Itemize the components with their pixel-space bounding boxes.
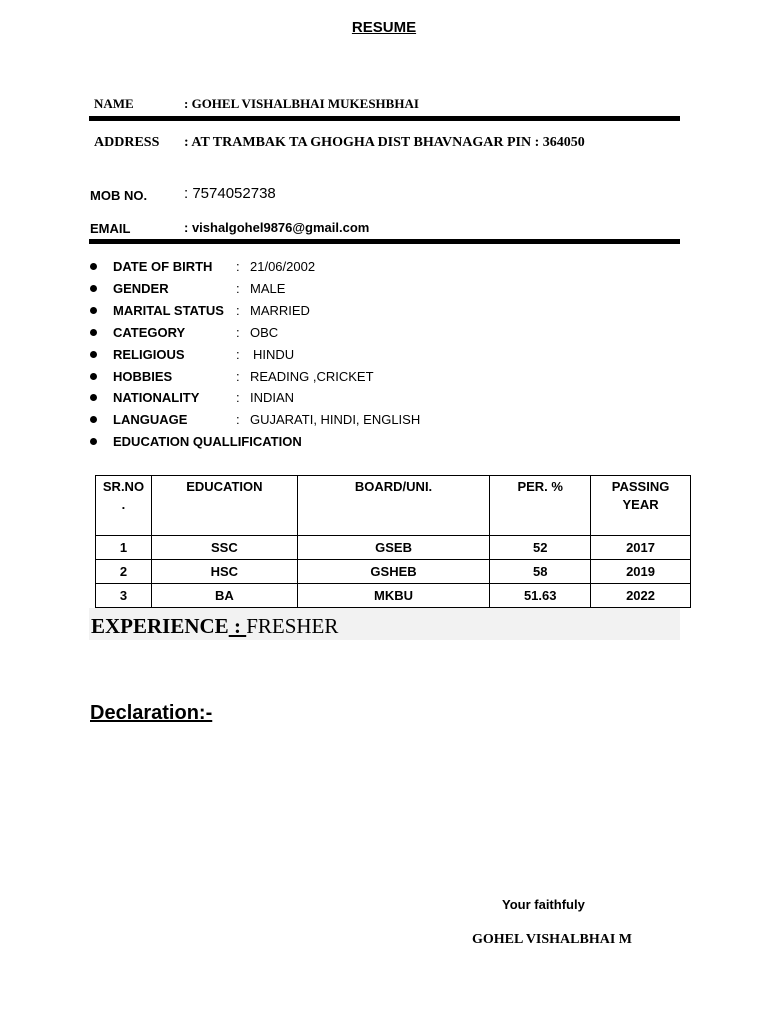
table-cell: 2019 — [591, 560, 691, 584]
signature-name: GOHEL VISHALBHAI M — [472, 932, 633, 947]
table-cell: SSC — [151, 536, 297, 560]
bullet-icon — [90, 326, 100, 336]
experience-line — [91, 614, 338, 639]
table-cell: BA — [151, 584, 297, 608]
category-value: OBC — [250, 325, 279, 340]
dob-colon: : — [236, 259, 240, 274]
category-label: CATEGORY — [113, 325, 186, 340]
address-value: : AT TRAMBAK TA GHOGHA DIST BHAVNAGAR PIN : 364050 — [184, 135, 585, 150]
column-header-passing-year: PASSING YEAR — [591, 476, 691, 536]
language-label: LANGUAGE — [113, 412, 188, 427]
nationality-label: NATIONALITY — [113, 390, 200, 405]
bullet-icon — [90, 260, 100, 270]
email-value: : vishalgohel9876@gmail.com — [184, 220, 370, 235]
table-cell: 51.63 — [490, 584, 591, 608]
bullet-icon — [90, 282, 100, 292]
marital-status-value: MARRIED — [250, 303, 310, 318]
email-label: EMAIL — [90, 221, 131, 236]
language-colon: : — [236, 412, 240, 427]
dob-label: DATE OF BIRTH — [113, 259, 213, 274]
table-cell: 2022 — [591, 584, 691, 608]
table-cell: 2017 — [591, 536, 691, 560]
closing-text: Your faithfuly — [502, 897, 585, 912]
table-cell: 1 — [96, 536, 152, 560]
marital-status-colon: : — [236, 303, 240, 318]
table-cell: HSC — [151, 560, 297, 584]
hobbies-value: READING ,CRICKET — [250, 369, 374, 384]
column-header-sr-no: SR.NO . — [96, 476, 152, 536]
education-heading: EDUCATION QUALLIFICATION — [113, 434, 302, 449]
address-label: ADDRESS — [94, 135, 160, 150]
gender-value: MALE — [250, 281, 286, 296]
table-cell: 3 — [96, 584, 152, 608]
experience-separator: : — [228, 614, 247, 638]
gender-colon: : — [236, 281, 240, 296]
column-header-board: BOARD/UNI. — [297, 476, 490, 536]
gender-label: GENDER — [113, 281, 169, 296]
name-value: : GOHEL VISHALBHAI MUKESHBHAI — [184, 96, 419, 111]
table-cell: 58 — [490, 560, 591, 584]
table-row — [96, 560, 691, 584]
education-table — [95, 475, 691, 608]
nationality-value: INDIAN — [250, 390, 295, 405]
resume-title: RESUME — [351, 19, 417, 36]
table-cell: GSEB — [297, 536, 490, 560]
column-header-percentage: PER. % — [490, 476, 591, 536]
dob-value: 21/06/2002 — [250, 259, 316, 274]
table-row — [96, 584, 691, 608]
experience-value: FRESHER — [246, 614, 339, 638]
bullet-icon — [90, 348, 100, 358]
experience-label: EXPERIENCE — [91, 614, 229, 638]
table-cell: 52 — [490, 536, 591, 560]
hobbies-label: HOBBIES — [113, 369, 173, 384]
bullet-icon — [90, 370, 100, 380]
marital-status-label: MARITAL STATUS — [113, 303, 224, 318]
bullet-icon — [90, 391, 100, 401]
category-colon: : — [236, 325, 240, 340]
name-label: NAME — [94, 96, 134, 111]
table-cell: 2 — [96, 560, 152, 584]
table-cell: MKBU — [297, 584, 490, 608]
mobile-label: MOB NO. — [90, 188, 148, 203]
table-cell: GSHEB — [297, 560, 490, 584]
bullet-icon — [90, 413, 100, 423]
religious-label: RELIGIOUS — [113, 347, 185, 362]
bullet-icon — [90, 435, 100, 445]
religious-value: HINDU — [253, 347, 295, 362]
bullet-icon — [90, 304, 100, 314]
table-row — [96, 536, 691, 560]
nationality-colon: : — [236, 390, 240, 405]
divider-bottom — [89, 239, 680, 244]
divider-top — [89, 116, 680, 121]
religious-colon: : — [236, 347, 240, 362]
mobile-value: : 7574052738 — [184, 185, 276, 202]
declaration-heading: Declaration:- — [90, 702, 213, 724]
table-header-row — [96, 476, 691, 536]
column-header-education: EDUCATION — [151, 476, 297, 536]
hobbies-colon: : — [236, 369, 240, 384]
language-value: GUJARATI, HINDI, ENGLISH — [250, 412, 421, 427]
